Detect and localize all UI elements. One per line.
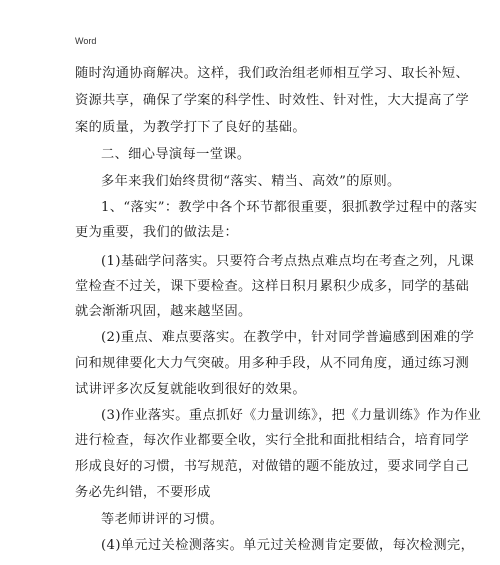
paragraph-start: 多年来我们始终贯彻“落实、精当、高效”的原则。 [101, 174, 401, 189]
body-line: 资源共享，确保了学案的科学性、时效性、针对性，大大提高了学 [75, 93, 470, 108]
section-heading: 二、细心导演每一堂课。 [101, 147, 251, 162]
body-line: 案的质量，为教学打下了良好的基础。 [75, 120, 306, 135]
list-item-4: (4)单元过关检测落实。单元过关检测肯定要做，每次检测完， [101, 538, 475, 553]
paragraph-line: 等老师讲评的习惯。 [101, 512, 224, 527]
body-line: 更为重要，我们的做法是： [75, 225, 239, 240]
body-line: 随时沟通协商解决。这样，我们政治组老师相互学习、取长补短、 [75, 66, 470, 81]
body-line: 就会渐渐巩固，越来越坚固。 [75, 304, 252, 319]
body-line: 务必先纠错，不要形成 [75, 485, 211, 500]
body-line: 问和规律要化大力气突破。用多种手段，从不同角度，通过练习测 [75, 356, 470, 371]
app-header-label: Word [75, 36, 97, 46]
body-line: 堂检查不过关，课下要检查。这样日积月累积少成多，同学的基础 [75, 279, 470, 294]
subsection-heading: 1、“落实”：教学中各个环节都很重要，狠抓教学过程中的落实 [101, 200, 478, 215]
body-line: 试讲评多次反复就能收到很好的效果。 [75, 382, 306, 397]
list-item-3: (3)作业落实。重点抓好《力量训练》，把《力量训练》作为作业 [101, 408, 482, 423]
list-item-2: (2)重点、难点要落实。在教学中，针对同学普遍感到困难的学 [101, 330, 475, 345]
body-line: 进行检查，每次作业都要全收，实行全批和面批相结合，培育同学 [75, 433, 470, 448]
body-line: 形成良好的习惯，书写规范，对做错的题不能放过，要求同学自己 [75, 459, 470, 474]
list-item-1: (1)基础学问落实。只要符合考点热点难点均在考查之列，凡课 [101, 254, 475, 269]
